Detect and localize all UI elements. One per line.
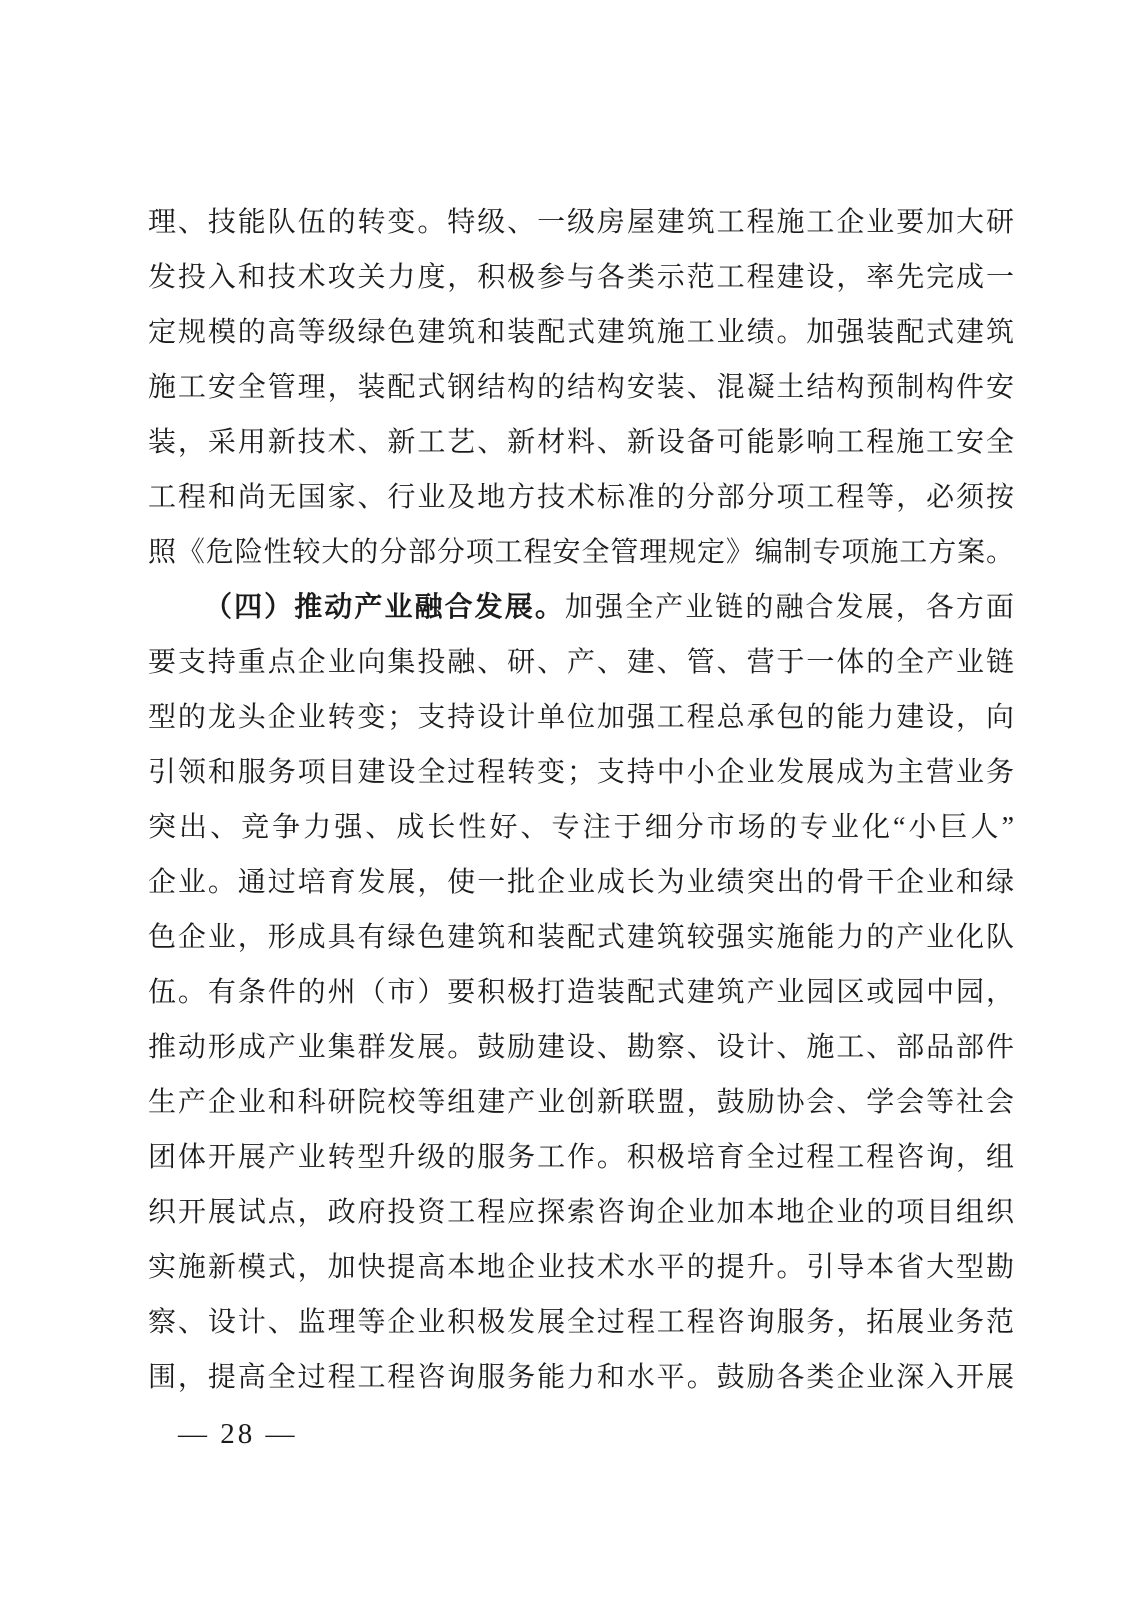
text-line: 企业。通过培育发展，使一批企业成长为业绩突出的骨干企业和绿 (148, 867, 1014, 898)
text-line: 围，提高全过程工程咨询服务能力和水平。鼓励各类企业深入开展 (148, 1362, 1014, 1393)
page-number: — 28 — (178, 1418, 298, 1450)
text-line: 装，采用新技术、新工艺、新材料、新设备可能影响工程施工安全 (148, 427, 1014, 458)
text-line: 突出、竞争力强、成长性好、专注于细分市场的专业化“小巨人” (148, 812, 1014, 843)
text-line: 施工安全管理，装配式钢结构的结构安装、混凝土结构预制构件安 (148, 372, 1014, 403)
text-line: 推动形成产业集群发展。鼓励建设、勘察、设计、施工、部品部件 (148, 1032, 1014, 1063)
text-line: 伍。有条件的州（市）要积极打造装配式建筑产业园区或园中园， (148, 977, 1014, 1008)
text-line: 实施新模式，加快提高本地企业技术水平的提升。引导本省大型勘 (148, 1252, 1014, 1283)
text-line: 色企业，形成具有绿色建筑和装配式建筑较强实施能力的产业化队 (148, 922, 1014, 953)
section-heading: （四）推动产业融合发展。 (204, 592, 565, 623)
text-line: 理、技能队伍的转变。特级、一级房屋建筑工程施工企业要加大研 (148, 207, 1014, 238)
text-line: 要支持重点企业向集投融、研、产、建、管、营于一体的全产业链 (148, 647, 1014, 678)
text-line: 发投入和技术攻关力度，积极参与各类示范工程建设，率先完成一 (148, 262, 1014, 293)
text-block (148, 195, 1014, 1405)
text-line: 生产企业和科研院校等组建产业创新联盟，鼓励协会、学会等社会 (148, 1087, 1014, 1118)
text-line: 型的龙头企业转变；支持设计单位加强工程总承包的能力建设，向 (148, 702, 1014, 733)
text-line: 工程和尚无国家、行业及地方技术标准的分部分项工程等，必须按 (148, 482, 1014, 513)
text-line: 察、设计、监理等企业积极发展全过程工程咨询服务，拓展业务范 (148, 1307, 1014, 1338)
text-line: 引领和服务项目建设全过程转变；支持中小企业发展成为主营业务 (148, 757, 1014, 788)
text-line: （四）推动产业融合发展。加强全产业链的融合发展，各方面 (204, 592, 1014, 623)
text-line: 织开展试点，政府投资工程应探索咨询企业加本地企业的项目组织 (148, 1197, 1014, 1228)
text-line: 照《危险性较大的分部分项工程安全管理规定》编制专项施工方案。 (148, 537, 1014, 568)
text-line: 团体开展产业转型升级的服务工作。积极培育全过程工程咨询，组 (148, 1142, 1014, 1173)
text-line: 定规模的高等级绿色建筑和装配式建筑施工业绩。加强装配式建筑 (148, 317, 1014, 348)
